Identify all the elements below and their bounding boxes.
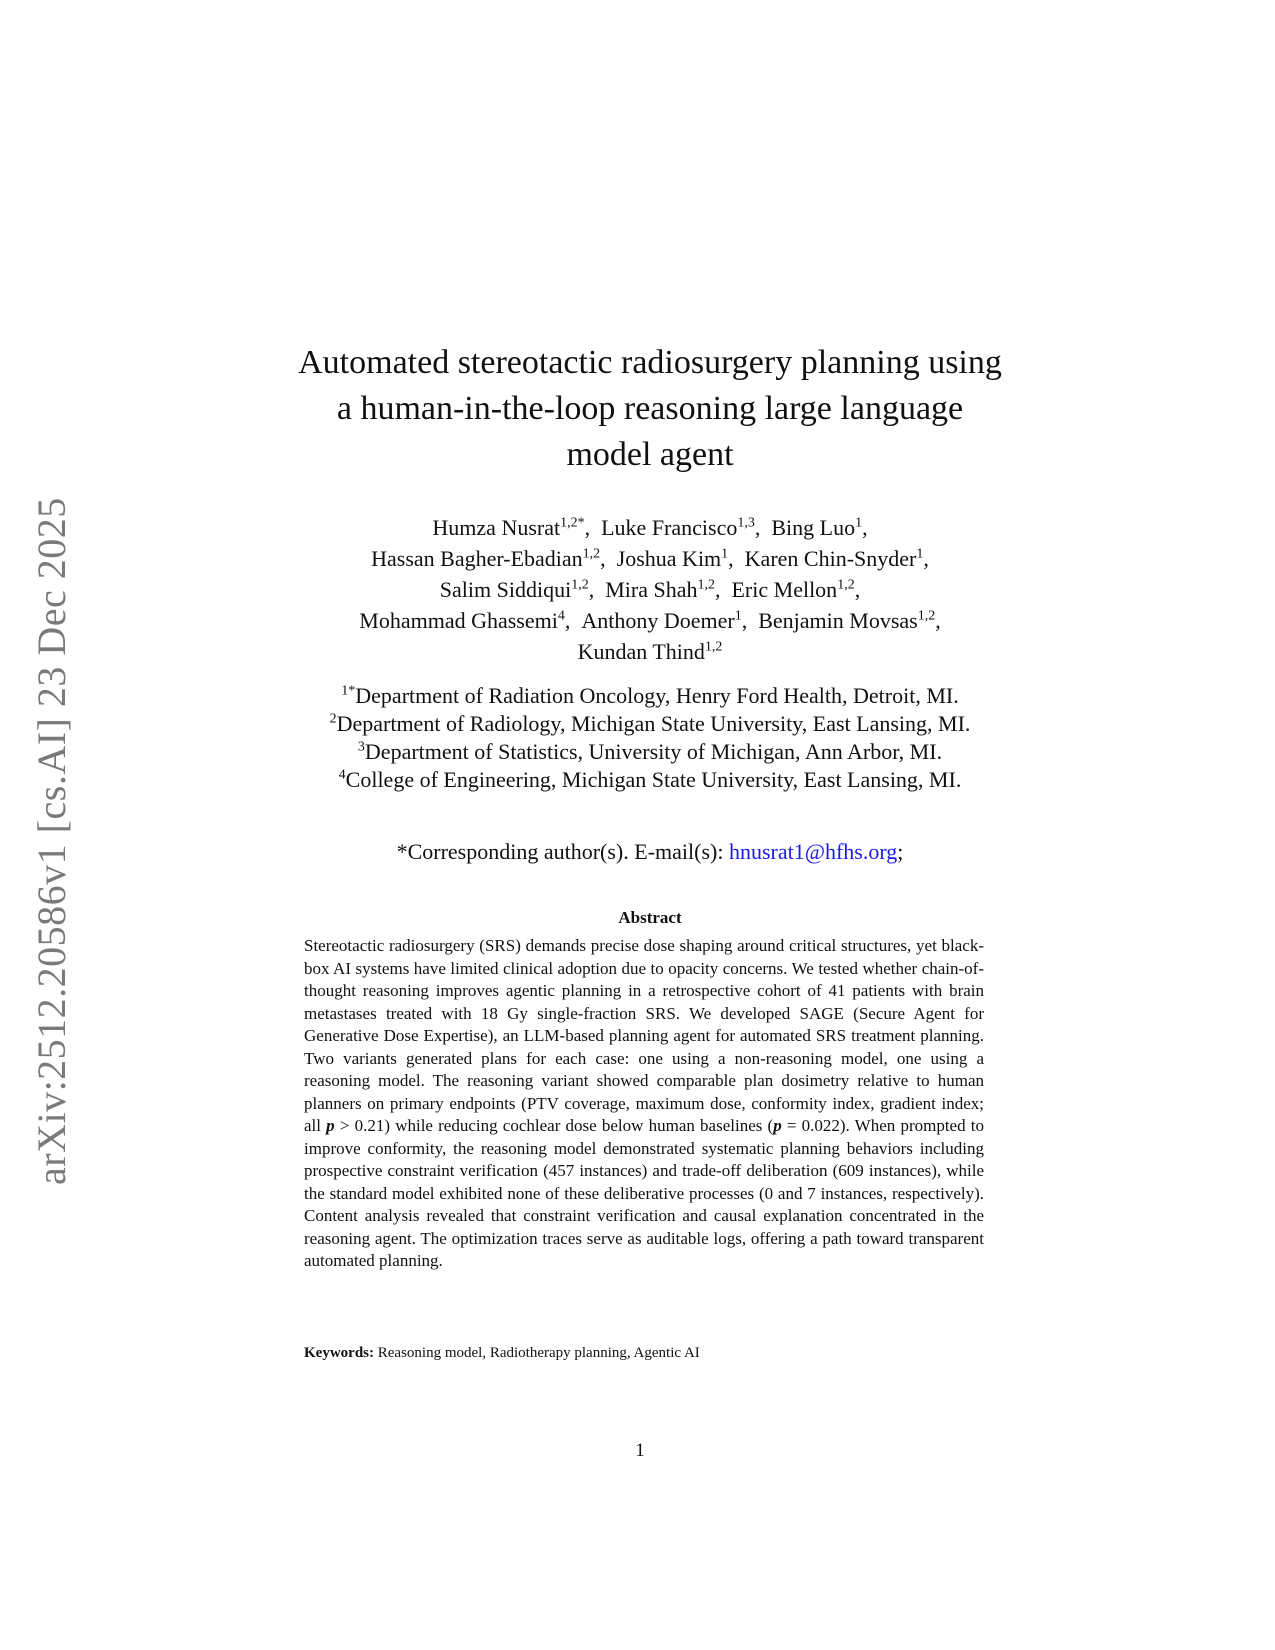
author-affiliation-mark: 1 xyxy=(721,546,729,562)
affiliation-list xyxy=(260,682,1040,794)
email-link[interactable]: hnusrat1@hfhs.org xyxy=(728,839,898,864)
corresponding-author xyxy=(260,838,1040,866)
author-separator: , xyxy=(714,577,721,602)
author xyxy=(747,608,941,633)
author xyxy=(371,546,606,571)
affiliation-text: Department of Radiology, Michigan State University, East Lansing, MI. xyxy=(336,711,971,736)
author-separator: , xyxy=(754,515,761,540)
affiliation xyxy=(260,710,1040,738)
abstract-heading: Abstract xyxy=(618,908,682,927)
author-separator: , xyxy=(588,577,595,602)
author-separator: , xyxy=(923,546,929,571)
author xyxy=(594,577,720,602)
author-affiliation-mark: 1 xyxy=(855,515,863,531)
author-name: Eric Mellon xyxy=(731,577,838,602)
author-affiliation-mark: 1,2* xyxy=(560,515,585,531)
title-line: model agent xyxy=(566,436,734,473)
author xyxy=(440,577,594,602)
author-line xyxy=(260,605,1040,636)
abstract-text xyxy=(304,935,984,1273)
p-value-symbol: p xyxy=(773,1116,782,1135)
author xyxy=(359,608,570,633)
author-separator: , xyxy=(584,515,591,540)
title-line: Automated stereotactic radiosurgery planning using xyxy=(298,344,1002,381)
author-affiliation-mark: 1 xyxy=(734,608,742,624)
author-line xyxy=(260,512,1040,543)
author-name: Benjamin Movsas xyxy=(758,608,918,633)
author-separator: , xyxy=(854,577,861,602)
author-separator: , xyxy=(564,608,571,633)
abstract-part: > 0.21) while reducing cochlear dose below human baselines ( xyxy=(334,1116,774,1135)
affiliation-text: Department of Statistics, University of Michigan, Ann Arbor, MI. xyxy=(364,739,943,764)
author xyxy=(720,577,860,602)
affiliation-mark: 4 xyxy=(338,767,346,783)
author-name: Mira Shah xyxy=(605,577,698,602)
author xyxy=(578,639,723,664)
abstract-part: = 0.022). When prompted to improve conformity, the reasoning model demonstrated systematic planning behaviors including prospective constraint verification (457 instances) and trade-off deliberation (609 instances), while the standard model exhibited none of these deliberative processes (0 and 7 instances, respectively). Content analysis revealed that constraint verification and causal explanation concentrated in the reasoning agent. The optimization traces serve as auditable logs, offering a path toward transparent automated planning. xyxy=(304,1116,984,1270)
author xyxy=(590,515,760,540)
author-affiliation-mark: 1,2 xyxy=(837,577,855,593)
affiliation-mark: 3 xyxy=(357,739,365,755)
author-name: Mohammad Ghassemi xyxy=(359,608,558,633)
author-name: Joshua Kim xyxy=(616,546,722,571)
author-name: Karen Chin-Snyder xyxy=(744,546,917,571)
p-value-symbol: p xyxy=(326,1116,335,1135)
author-separator: , xyxy=(741,608,748,633)
affiliation-mark: 1* xyxy=(341,683,356,699)
affiliation-mark: 2 xyxy=(329,711,337,727)
arxiv-identifier: arXiv:2512.20586v1 [cs.AI] 23 Dec 2025 xyxy=(29,497,74,1185)
author-list xyxy=(260,512,1040,667)
author-separator: , xyxy=(728,546,734,571)
author xyxy=(760,515,867,540)
author-line xyxy=(260,636,1040,667)
author xyxy=(570,608,747,633)
author-separator: , xyxy=(935,608,941,633)
keywords xyxy=(304,1345,984,1362)
affiliation xyxy=(260,738,1040,766)
author-affiliation-mark: 1,2 xyxy=(571,577,589,593)
author-name: Hassan Bagher-Ebadian xyxy=(371,546,583,571)
author xyxy=(432,515,590,540)
author-line xyxy=(260,543,1040,574)
page-number: 1 xyxy=(635,1440,645,1461)
author-name: Kundan Thind xyxy=(577,639,705,664)
author xyxy=(606,546,734,571)
author-name: Luke Francisco xyxy=(601,515,738,540)
author-affiliation-mark: 1,2 xyxy=(917,608,936,624)
author-affiliation-mark: 1,2 xyxy=(704,639,723,655)
keywords-text: Reasoning model, Radiotherapy planning, Agentic AI xyxy=(374,1345,700,1361)
corresponding-prefix: *Corresponding author(s). E-mail(s): xyxy=(396,839,729,864)
author-affiliation-mark: 1 xyxy=(916,546,924,562)
author-separator: , xyxy=(862,515,868,540)
title-line: a human-in-the-loop reasoning large language xyxy=(336,390,964,427)
author-line xyxy=(260,574,1040,605)
author-name: Humza Nusrat xyxy=(432,515,561,540)
affiliation-text: Department of Radiation Oncology, Henry Ford Health, Detroit, MI. xyxy=(355,683,959,708)
author-name: Bing Luo xyxy=(771,515,856,540)
author xyxy=(734,546,929,571)
author-affiliation-mark: 1,2 xyxy=(697,577,715,593)
affiliation xyxy=(260,766,1040,794)
author-name: Anthony Doemer xyxy=(581,608,735,633)
paper-title xyxy=(260,340,1040,478)
author-affiliation-mark: 1,3 xyxy=(737,515,755,531)
affiliation-text: College of Engineering, Michigan State University, East Lansing, MI. xyxy=(345,767,962,792)
author-separator: , xyxy=(600,546,606,571)
author-affiliation-mark: 1,2 xyxy=(582,546,601,562)
author-affiliation-mark: 4 xyxy=(557,608,565,624)
affiliation xyxy=(260,682,1040,710)
abstract-part: Stereotactic radiosurgery (SRS) demands precise dose shaping around critical structures, yet black-box AI systems have limited clinical adoption due to opacity concerns. We tested whether chain-of-thought reasoning improves agentic planning in a retrospective cohort of 41 patients with brain metastases treated with 18 Gy single-fraction SRS. We developed SAGE (Secure Agent for Generative Dose Expertise), an LLM-based planning agent for automated SRS treatment planning. Two variants generated plans for each case: one using a non-reasoning model, one using a reasoning model. The reasoning variant showed comparable plan dosimetry relative to human planners on primary endpoints (PTV coverage, maximum dose, conformity index, gradient index; all xyxy=(304,936,984,1135)
keywords-label: Keywords: xyxy=(304,1345,374,1361)
author-name: Salim Siddiqui xyxy=(439,577,572,602)
corresponding-suffix: ; xyxy=(897,839,904,864)
